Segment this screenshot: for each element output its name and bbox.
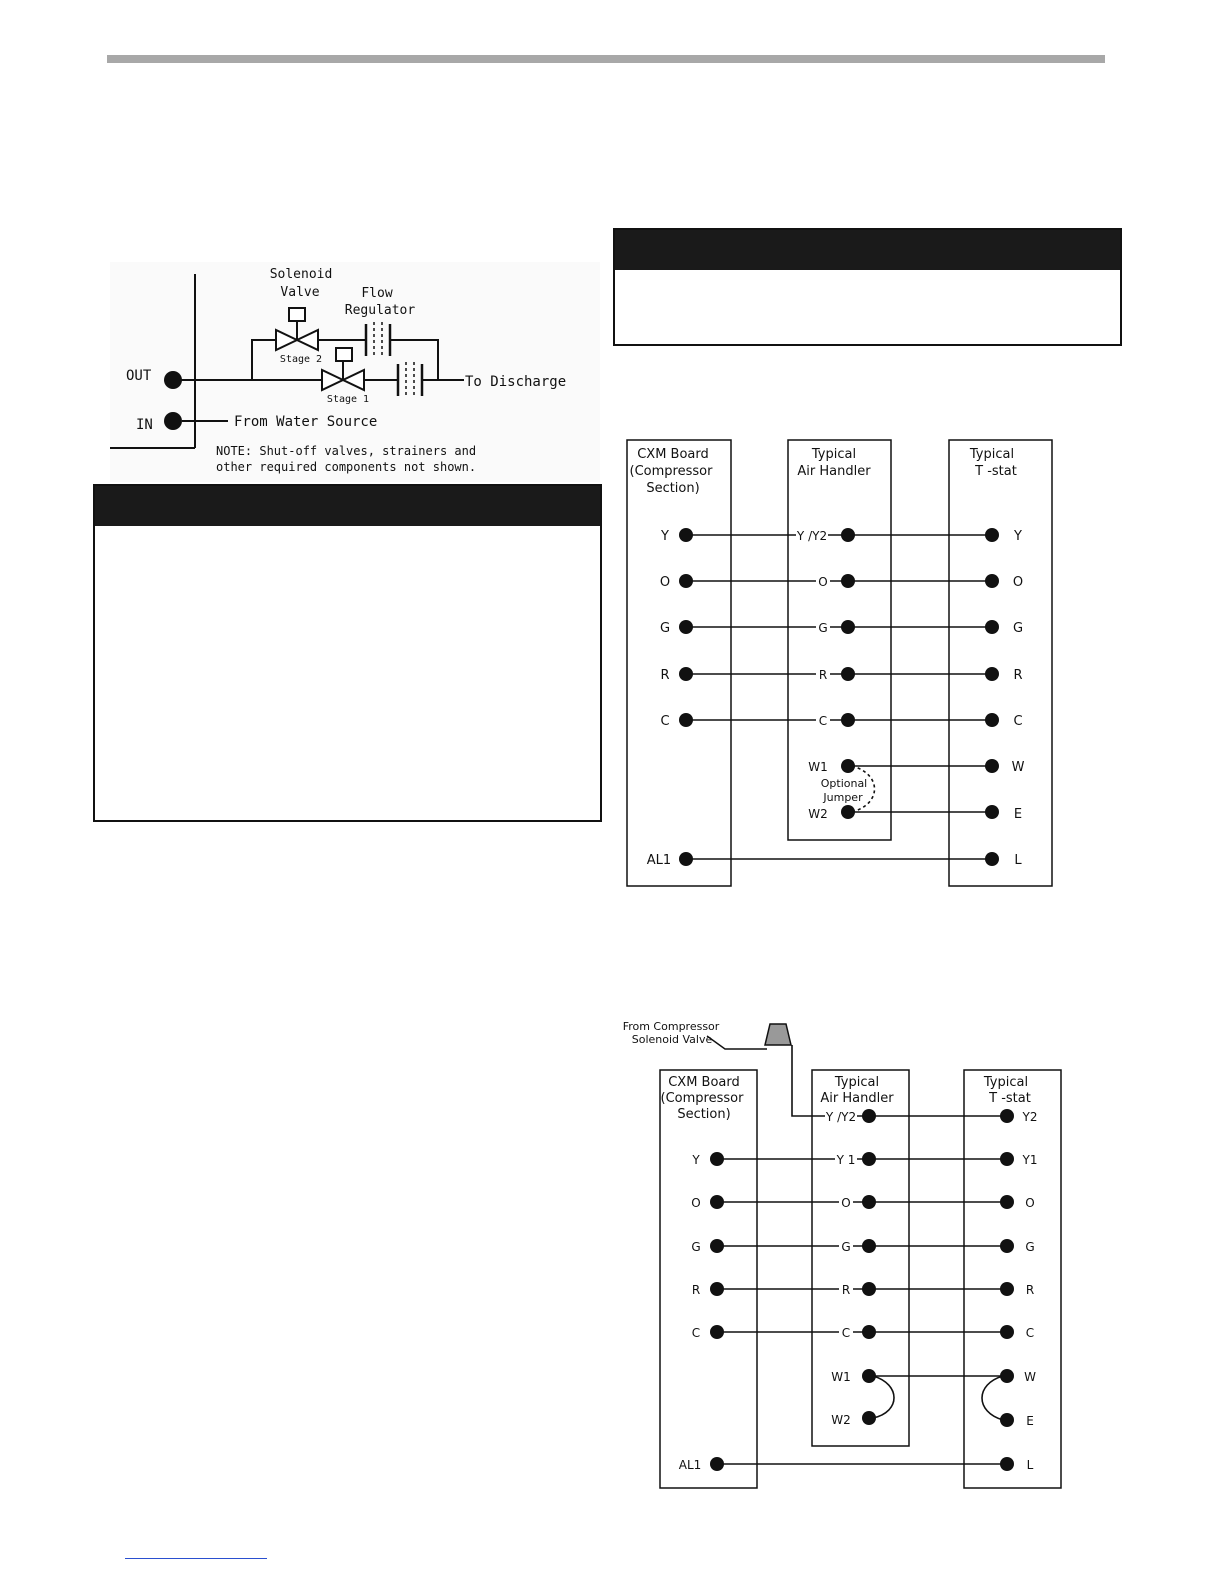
air2-dot-y-y2 xyxy=(862,1109,876,1123)
air2-title-1: Typical xyxy=(834,1075,880,1090)
tstat-box xyxy=(949,440,1052,886)
tstat2-term-y1: Y1 xyxy=(1022,1153,1038,1167)
cxm-dot-al1 xyxy=(679,852,693,866)
tstat2-title-1: Typical xyxy=(983,1075,1029,1090)
note-line-2: other required components not shown. xyxy=(216,460,477,474)
air2-dot-o xyxy=(862,1195,876,1209)
tstat2-term-e: E xyxy=(1026,1414,1034,1428)
out-label: OUT xyxy=(126,368,152,384)
air-dot-c xyxy=(841,713,855,727)
left-notice-box xyxy=(93,484,602,822)
cxm-board-box xyxy=(627,440,731,886)
cxm2-dot-y xyxy=(710,1152,724,1166)
air2-term-o: O xyxy=(841,1196,851,1210)
right-notice-box xyxy=(613,228,1122,346)
air2-title-2: Air Handler xyxy=(820,1091,894,1106)
wiring-diagram-1 xyxy=(620,432,1060,894)
air2-term-c: C xyxy=(841,1326,851,1340)
air-term-w1: W1 xyxy=(808,760,828,774)
tstat-term-c: C xyxy=(1013,714,1023,729)
cxm-term-al1: AL1 xyxy=(646,853,672,868)
air-title-2: Air Handler xyxy=(797,464,871,479)
cxm2-dot-g xyxy=(710,1239,724,1253)
left-notice-header xyxy=(95,486,600,526)
in-port xyxy=(164,412,182,430)
cxm-title-1: CXM Board xyxy=(637,447,709,462)
air-title-1: Typical xyxy=(811,447,857,462)
tstat2-term-o: O xyxy=(1025,1196,1035,1210)
tstat-term-e: E xyxy=(1013,807,1023,822)
air2-dot-y1 xyxy=(862,1152,876,1166)
cxm2-dot-o xyxy=(710,1195,724,1209)
stage2-label: Stage 2 xyxy=(279,354,323,365)
tstat-term-o: O xyxy=(1012,575,1024,590)
tstat-dot-w xyxy=(985,759,999,773)
solenoid-connector-icon xyxy=(765,1024,791,1045)
water-valve-diagram xyxy=(110,262,600,482)
tstat-term-r: R xyxy=(1013,668,1023,683)
cxm2-dot-al1 xyxy=(710,1457,724,1471)
tstat-term-g: G xyxy=(1012,621,1024,636)
air2-dot-w2 xyxy=(862,1411,876,1425)
wiring-diagram-2 xyxy=(615,1012,1065,1500)
tstat2-term-l: L xyxy=(1026,1458,1034,1472)
stage1-label: Stage 1 xyxy=(326,394,370,405)
tstat2-dot-e xyxy=(1000,1413,1014,1427)
air-term-y-y2: Y /Y2 xyxy=(796,529,828,543)
jumper-label-1: Optional xyxy=(820,777,868,790)
tstat2-term-r: R xyxy=(1025,1283,1035,1297)
out-port xyxy=(164,371,182,389)
from-compressor-label-1: From Compressor xyxy=(622,1020,720,1033)
air-dot-r xyxy=(841,667,855,681)
jumper-label-2: Jumper xyxy=(823,791,863,804)
cxm2-dot-r xyxy=(710,1282,724,1296)
cxm-title-2: (Compressor xyxy=(629,464,713,479)
air2-dot-r xyxy=(862,1282,876,1296)
cxm-dot-c xyxy=(679,713,693,727)
tstat-dot-y xyxy=(985,528,999,542)
tstat-term-y: Y xyxy=(1014,529,1022,544)
cxm2-title-3: Section) xyxy=(677,1107,731,1122)
air2-term-w2: W2 xyxy=(831,1413,851,1427)
air2-term-w1: W1 xyxy=(831,1370,851,1384)
cxm-term-o: O xyxy=(659,575,671,590)
air2-dot-w1 xyxy=(862,1369,876,1383)
air2-term-y-y2: Y /Y2 xyxy=(825,1110,857,1124)
tstat2-dot-g xyxy=(1000,1239,1014,1253)
tstat2-term-w: W xyxy=(1024,1370,1036,1384)
air-term-r: R xyxy=(818,668,828,682)
tstat-title-1: Typical xyxy=(969,447,1015,462)
cxm-dot-o xyxy=(679,574,693,588)
tstat-dot-c xyxy=(985,713,999,727)
air-handler-box-2 xyxy=(812,1070,909,1446)
air-dot-o xyxy=(841,574,855,588)
air-term-c: C xyxy=(818,714,828,728)
cxm-title-3: Section) xyxy=(646,481,700,496)
cxm-term-c: C xyxy=(660,714,670,729)
air2-dot-c xyxy=(862,1325,876,1339)
air2-term-g: G xyxy=(841,1240,851,1254)
cxm2-title-1: CXM Board xyxy=(668,1075,740,1090)
from-compressor-label-2: Solenoid Valve xyxy=(631,1033,713,1046)
in-label: IN xyxy=(136,417,153,433)
air-dot-w1 xyxy=(841,759,855,773)
tstat2-term-y2: Y2 xyxy=(1022,1110,1038,1124)
flow-regulator-label-2: Regulator xyxy=(344,303,416,318)
tstat2-title-2: T -stat xyxy=(989,1091,1031,1106)
cxm-term-r: R xyxy=(660,668,670,683)
from-water-label: From Water Source xyxy=(234,414,378,430)
cxm-dot-g xyxy=(679,620,693,634)
cxm2-term-y: Y xyxy=(692,1153,700,1167)
flow-regulator-label-1: Flow xyxy=(361,286,393,301)
stage1-solenoid-icon xyxy=(336,348,352,361)
tstat-dot-o xyxy=(985,574,999,588)
air-term-g: G xyxy=(818,621,828,635)
tstat-term-w: W xyxy=(1011,760,1025,775)
tstat-dot-l xyxy=(985,852,999,866)
tstat2-dot-y1 xyxy=(1000,1152,1014,1166)
tstat2-dot-w xyxy=(1000,1369,1014,1383)
tstat-dot-e xyxy=(985,805,999,819)
air2-term-r: R xyxy=(841,1283,851,1297)
tstat-term-l: L xyxy=(1014,853,1022,868)
right-notice-header xyxy=(615,230,1120,270)
air-dot-g xyxy=(841,620,855,634)
compressor-signal-wire xyxy=(707,1036,767,1049)
cxm-term-g: G xyxy=(659,621,671,636)
air-jumper xyxy=(873,1376,894,1418)
cxm2-title-2: (Compressor xyxy=(660,1091,744,1106)
tstat2-dot-y2 xyxy=(1000,1109,1014,1123)
tstat2-dot-c xyxy=(1000,1325,1014,1339)
header-rule xyxy=(107,55,1105,63)
tstat-dot-r xyxy=(985,667,999,681)
tstat-title-2: T -stat xyxy=(975,464,1017,479)
tstat2-dot-o xyxy=(1000,1195,1014,1209)
tstat-dot-g xyxy=(985,620,999,634)
air-term-w2: W2 xyxy=(808,807,828,821)
cxm2-term-c: C xyxy=(691,1326,701,1340)
note-line-1: NOTE: Shut-off valves, strainers and xyxy=(216,444,477,458)
to-discharge-label: To Discharge xyxy=(465,374,567,390)
tstat-jumper xyxy=(982,1376,1003,1420)
cxm2-term-r: R xyxy=(691,1283,701,1297)
cxm-term-y: Y xyxy=(661,529,669,544)
footer-link-underline[interactable] xyxy=(125,1558,267,1559)
cxm2-term-al1: AL1 xyxy=(678,1458,702,1472)
solenoid-label-2: Valve xyxy=(280,285,320,300)
tstat2-dot-r xyxy=(1000,1282,1014,1296)
tstat2-term-c: C xyxy=(1025,1326,1035,1340)
solenoid-label-1: Solenoid xyxy=(269,267,333,282)
tstat2-term-g: G xyxy=(1025,1240,1035,1254)
cxm-dot-y xyxy=(679,528,693,542)
air-dot-y-y2 xyxy=(841,528,855,542)
air2-term-y1: Y 1 xyxy=(836,1153,856,1167)
air2-dot-g xyxy=(862,1239,876,1253)
cxm-board-box-2 xyxy=(660,1070,757,1488)
cxm2-dot-c xyxy=(710,1325,724,1339)
stage2-solenoid-icon xyxy=(289,308,305,321)
tstat-box-2 xyxy=(964,1070,1061,1488)
cxm2-term-o: O xyxy=(691,1196,701,1210)
tstat2-dot-l xyxy=(1000,1457,1014,1471)
air-term-o: O xyxy=(818,575,828,589)
cxm-dot-r xyxy=(679,667,693,681)
cxm2-term-g: G xyxy=(691,1240,701,1254)
air-dot-w2 xyxy=(841,805,855,819)
